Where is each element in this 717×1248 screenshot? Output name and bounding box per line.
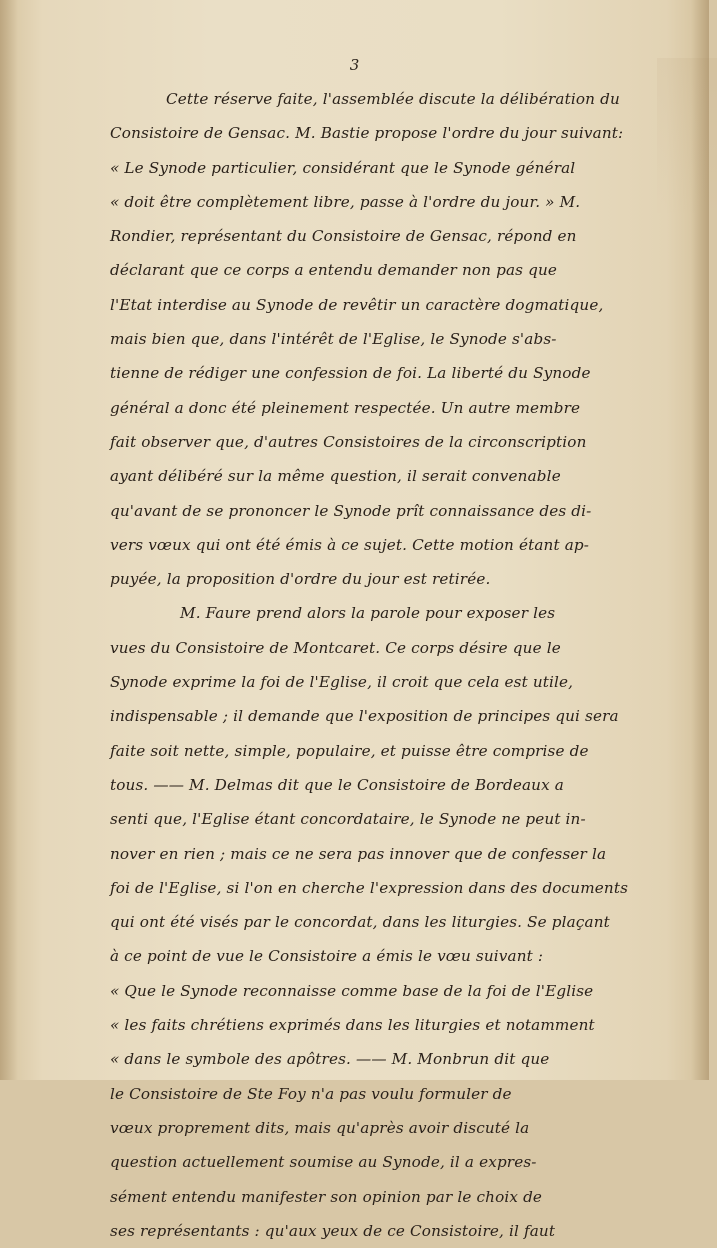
text-line: « dans le symbole des apôtres. —— M. Monbrun dit que	[110, 1050, 550, 1069]
text-line: Synode exprime la foi de l'Eglise, il croit que cela est utile,	[110, 673, 574, 692]
text-line: qu'avant de se prononcer le Synode prît connaissance des di-	[110, 501, 592, 520]
text-line: « Que le Synode reconnaisse comme base de la foi de l'Eglise	[110, 981, 594, 1000]
text-line: faite soit nette, simple, populaire, et puisse être comprise de	[110, 741, 589, 760]
text-line: Consistoire de Gensac. M. Bastie propose l'ordre du jour suivant:	[110, 124, 624, 143]
text-line: général a donc été pleinement respectée. Un autre membre	[110, 398, 581, 417]
text-line: « Le Synode particulier, considérant que le Synode général	[110, 158, 576, 177]
text-line: le Consistoire de Ste Foy n'a pas voulu formuler de	[110, 1084, 512, 1103]
text-line: déclarant que ce corps a entendu demander non pas que	[110, 261, 558, 280]
text-line: ses représentants : qu'aux yeux de ce Consistoire, il faut	[110, 1221, 556, 1240]
text-line: M. Faure prend alors la parole pour exposer les	[180, 604, 556, 623]
text-line: à ce point de vue le Consistoire a émis le vœu suivant :	[110, 947, 544, 966]
text-line: sément entendu manifester son opinion par le choix de	[110, 1187, 543, 1206]
page-edge-left	[0, 0, 18, 1080]
text-line: vues du Consistoire de Montcaret. Ce corps désire que le	[110, 638, 561, 657]
text-line: indispensable ; il demande que l'exposition de principes qui sera	[110, 707, 619, 726]
page-number: 3	[349, 56, 360, 74]
text-line: ayant délibéré sur la même question, il serait convenable	[110, 467, 561, 486]
text-line: mais bien que, dans l'intérêt de l'Eglise, le Synode s'abs-	[110, 330, 557, 349]
text-line: l'Etat interdise au Synode de revêtir un caractère dogmatique,	[110, 295, 604, 314]
text-line: « les faits chrétiens exprimés dans les liturgies et notamment	[110, 1016, 595, 1035]
text-line: Rondier, représentant du Consistoire de Gensac, répond en	[110, 227, 577, 246]
text-line: nover en rien ; mais ce ne sera pas innover que de confesser la	[110, 844, 607, 863]
text-line: Cette réserve faite, l'assemblée discute la délibération du	[166, 90, 620, 108]
manuscript-text	[110, 82, 670, 1248]
text-line: vers vœux qui ont été émis à ce sujet. Cette motion étant ap-	[110, 535, 590, 554]
text-line: senti que, l'Eglise étant concordataire, le Synode ne peut in-	[110, 810, 586, 829]
text-line: fait observer que, d'autres Consistoires de la circonscription	[110, 432, 587, 451]
text-line: qui ont été visés par le concordat, dans les liturgies. Se plaçant	[110, 913, 610, 932]
text-line: vœux proprement dits, mais qu'après avoir discuté la	[110, 1118, 530, 1137]
text-line: tous. —— M. Delmas dit que le Consistoire de Bordeaux a	[110, 775, 565, 794]
text-line: tienne de rédiger une confession de foi. La liberté du Synode	[110, 364, 591, 383]
text-line: puyée, la proposition d'ordre du jour est retirée.	[110, 570, 491, 589]
text-line: foi de l'Eglise, si l'on en cherche l'expression dans des documents	[110, 878, 629, 897]
text-line: « doit être complètement libre, passe à l'ordre du jour. » M.	[110, 192, 581, 211]
text-line: question actuellement soumise au Synode, il a expres-	[110, 1153, 537, 1172]
